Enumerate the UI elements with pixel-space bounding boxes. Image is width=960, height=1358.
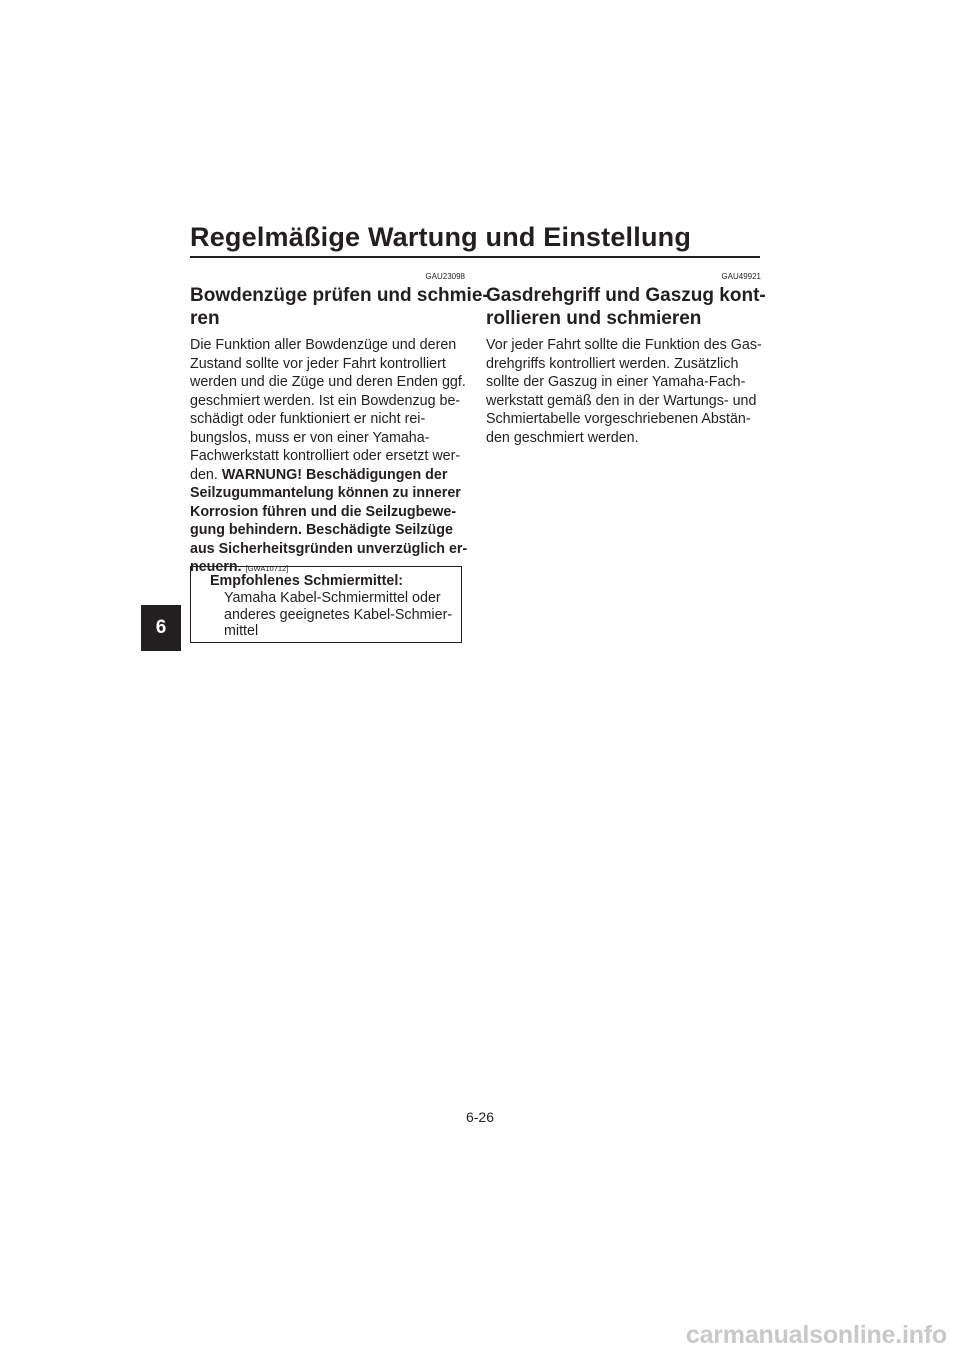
lubricant-label: Empfohlenes Schmiermittel:	[210, 573, 404, 589]
section-title-line: ren	[190, 308, 220, 329]
body-line: sollte der Gaszug in einer Yamaha-Fach-	[486, 374, 746, 390]
warning-text: WARNUNG! Beschädigungen der	[221, 466, 448, 483]
section-title-line: rollieren und schmieren	[486, 308, 702, 329]
body-line: Schmiertabelle vorgeschriebenen Abstän-	[486, 411, 751, 427]
watermark-link[interactable]: carmanualsonline.info	[685, 1321, 947, 1349]
section-title	[190, 284, 489, 330]
page-number: 6-26	[465, 1109, 495, 1125]
section-title	[486, 284, 766, 330]
title-divider	[190, 256, 760, 258]
body-line: Zustand sollte vor jeder Fahrt kontrolliert	[190, 355, 446, 372]
section-code: GAU23098	[425, 272, 465, 281]
warning-line: gung behindern. Beschädigte Seilzüge	[190, 522, 453, 538]
body-line: schädigt oder funktioniert er nicht rei-	[190, 411, 426, 427]
section-body	[190, 336, 468, 579]
lubricant-values	[224, 590, 452, 640]
section-title-line: Bowdenzüge prüfen und schmie-	[190, 285, 489, 306]
body-line: werden und die Züge und deren Enden ggf.	[190, 374, 466, 390]
body-line: bungslos, muss er von einer Yamaha-	[190, 429, 430, 446]
warning-line: aus Sicherheitsgründen unverzüglich er-	[190, 540, 468, 557]
body-line: den geschmiert werden.	[486, 429, 639, 446]
lubricant-line: Yamaha Kabel-Schmiermittel oder	[224, 590, 441, 606]
section-body	[486, 336, 761, 447]
warning-reference: [GWA10712]	[245, 564, 289, 573]
body-line: geschmiert werden. Ist ein Bowdenzug be-	[190, 392, 461, 409]
body-line: werkstatt gemäß den in der Wartungs- und	[486, 392, 757, 409]
body-line: Vor jeder Fahrt sollte die Funktion des Gas-	[486, 337, 762, 353]
lubricant-line: anderes geeignetes Kabel-Schmier-	[224, 606, 453, 623]
warning-line: Seilzugummantelung können zu innerer	[190, 485, 461, 501]
section-bowden-cables	[190, 272, 489, 579]
warning-line: Korrosion führen und die Seilzugbewe-	[190, 503, 457, 520]
warning-text: neuern.	[190, 559, 242, 575]
body-text: den.	[190, 466, 222, 483]
section-title-line: Gasdrehgriff und Gaszug kont-	[486, 285, 766, 306]
body-line: Die Funktion aller Bowdenzüge und deren	[190, 337, 457, 353]
body-line: drehgriffs kontrolliert werden. Zusätzlich	[486, 355, 739, 372]
page-title: Regelmäßige Wartung und Einstellung	[190, 222, 692, 252]
body-line: Fachwerkstatt kontrolliert oder ersetzt wer-	[190, 448, 461, 464]
lubricant-info-box	[190, 566, 462, 643]
lubricant-line: mittel	[224, 623, 259, 639]
section-code: GAU49921	[721, 272, 761, 281]
chapter-tab[interactable]: 6	[141, 605, 181, 651]
section-throttle-grip	[486, 272, 766, 447]
body-line-mixed	[190, 466, 465, 485]
